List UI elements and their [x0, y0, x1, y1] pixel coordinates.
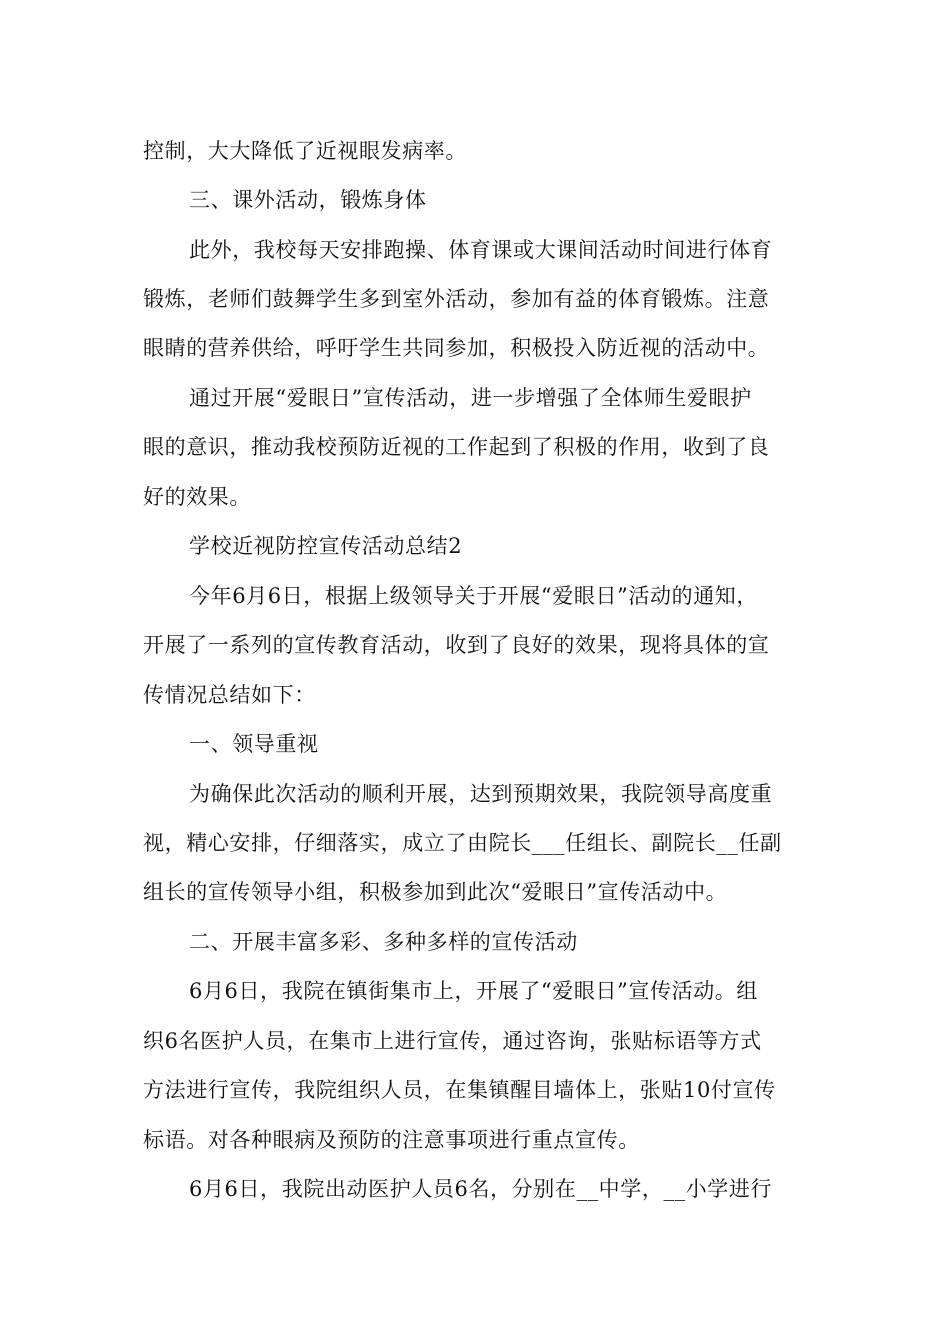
text-line: 6月6日，我院在镇街集市上，开展了“爱眼日”宣传活动。组 [189, 979, 758, 1003]
text-line: 织6名医护人员，在集市上进行宣传，通过咨询，张贴标语等方式 [143, 1029, 762, 1053]
document-subtitle: 学校近视防控宣传活动总结2 [189, 534, 463, 558]
text-line: 6月6日，我院出动医护人员6名，分别在__中学，__小学进行 [189, 1177, 773, 1201]
text-line: 开展了一系列的宣传教育活动，收到了良好的效果，现将具体的宣 [143, 633, 770, 657]
text-line: 通过开展“爱眼日”宣传活动，进一步增强了全体师生爱眼护 [189, 386, 752, 410]
section-heading: 二、开展丰富多彩、多种多样的宣传活动 [189, 930, 578, 954]
text-line: 眼睛的营养供给，呼吁学生共同参加，积极投入防近视的活动中。 [143, 336, 770, 360]
text-line: 标语。对各种眼病及预防的注意事项进行重点宣传。 [143, 1128, 640, 1152]
text-line: 组长的宣传领导小组，积极参加到此次“爱眼日”宣传活动中。 [143, 880, 728, 904]
text-line: 锻炼，老师们鼓舞学生多到室外活动，参加有益的体育锻炼。注意 [143, 287, 770, 311]
text-line: 控制，大大降低了近视眼发病率。 [143, 139, 467, 163]
text-line: 视，精心安排，仔细落实，成立了由院长___任组长、副院长__任副 [143, 831, 782, 855]
text-line: 今年6月6日，根据上级领导关于开展“爱眼日”活动的通知， [189, 584, 758, 608]
text-line: 传情况总结如下： [143, 683, 316, 707]
text-line: 方法进行宣传，我院组织人员，在集镇醒目墙体上，张贴10付宣传 [143, 1078, 776, 1102]
text-line: 眼的意识，推动我校预防近视的工作起到了积极的作用，收到了良 [143, 435, 770, 459]
text-line: 为确保此次活动的顺利开展，达到预期效果，我院领导高度重 [189, 782, 773, 806]
section-heading: 三、课外活动，锻炼身体 [189, 188, 427, 212]
text-line: 此外，我校每天安排跑操、体育课或大课间活动时间进行体育 [189, 238, 773, 262]
text-line: 好的效果。 [143, 485, 251, 509]
section-heading: 一、领导重视 [189, 732, 319, 756]
